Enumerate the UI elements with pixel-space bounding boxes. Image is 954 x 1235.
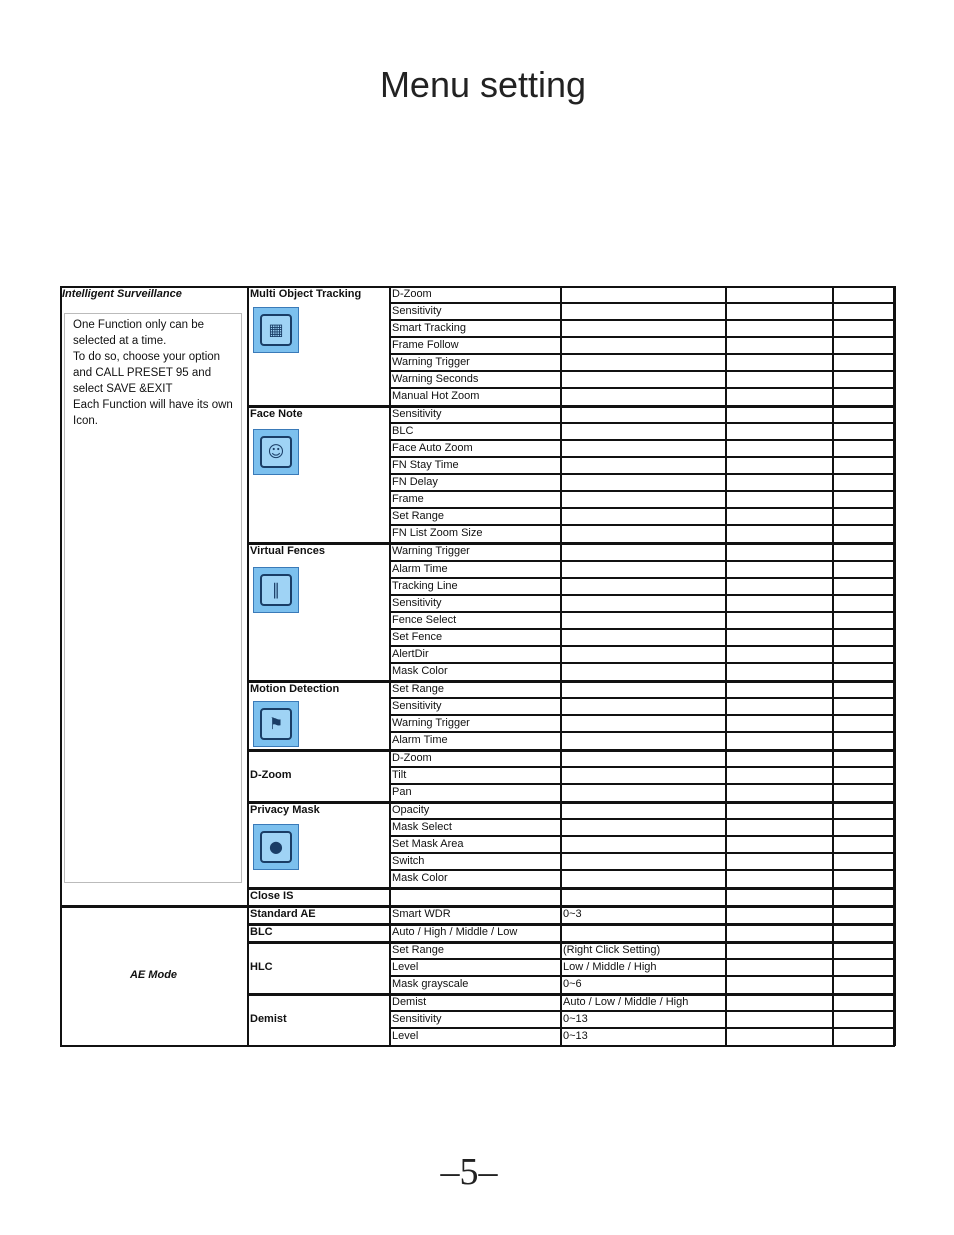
menu-item-value: 0~13 [563, 1013, 588, 1025]
column-divider [389, 286, 391, 1046]
menu-item-label: Sensitivity [392, 1013, 442, 1025]
menu-item-value: (Right Click Setting) [563, 944, 661, 956]
group-divider [247, 941, 389, 944]
menu-item-label: Pan [392, 786, 412, 798]
menu-item-label: Mask grayscale [392, 978, 469, 990]
menu-item-label: Demist [392, 996, 427, 1008]
column-divider [832, 286, 834, 1046]
menu-item-label: AlertDir [392, 648, 429, 660]
note-text [73, 317, 235, 429]
page-number: –5– [440, 1151, 498, 1193]
menu-item-label: Auto / High / Middle / Low [392, 926, 518, 938]
menu-item-label: Alarm Time [392, 734, 448, 746]
group-label: Privacy Mask [250, 804, 320, 816]
menu-item-label: Mask Select [392, 821, 452, 833]
group-label: Standard AE [250, 908, 316, 920]
menu-item-value: Auto / Low / Middle / High [563, 996, 689, 1008]
menu-item-label: Manual Hot Zoom [392, 390, 480, 402]
face-note-icon: ☺ [253, 429, 299, 475]
group-label: Multi Object Tracking [250, 288, 362, 300]
menu-item-label: Set Range [392, 683, 444, 695]
menu-item-label: Sensitivity [392, 408, 442, 420]
column-divider [894, 286, 896, 1046]
note-line: To do so, choose your option and CALL PRESET 95 and select SAVE &EXIT [73, 351, 221, 395]
menu-item-label: Set Mask Area [392, 838, 464, 850]
menu-item-label: Sensitivity [392, 597, 442, 609]
menu-item-label: Fence Select [392, 614, 457, 626]
column-divider [725, 286, 727, 1046]
menu-item-label: Frame [392, 493, 424, 505]
menu-item-value: 0~3 [563, 908, 582, 920]
menu-item-label: Warning Trigger [392, 356, 470, 368]
group-label: Virtual Fences [250, 545, 325, 557]
menu-item-label: Sensitivity [392, 700, 442, 712]
menu-item-label: Smart WDR [392, 908, 451, 920]
menu-item-label: Level [392, 961, 419, 973]
menu-item-label: Smart Tracking [392, 322, 466, 334]
menu-item-label: FN List Zoom Size [392, 527, 483, 539]
group-label: D-Zoom [250, 769, 292, 781]
menu-item-value: 0~13 [563, 1030, 588, 1042]
group-label: Motion Detection [250, 683, 340, 695]
group-label: Demist [250, 1013, 287, 1025]
menu-item-label: Tilt [392, 769, 407, 781]
menu-item-label: BLC [392, 425, 414, 437]
menu-item-label: Frame Follow [392, 339, 459, 351]
section-label-ae-mode: AE Mode [129, 969, 178, 981]
menu-item-label: D-Zoom [392, 752, 432, 764]
note-line: One Function only can be selected at a time. [73, 319, 205, 347]
group-label: Face Note [250, 408, 303, 420]
column-divider [560, 286, 562, 1046]
menu-item-label: D-Zoom [392, 288, 432, 300]
menu-item-label: Switch [392, 855, 425, 867]
virtual-fences-icon: ∥ [253, 567, 299, 613]
menu-item-label: Mask Color [392, 872, 448, 884]
menu-item-label: Warning Trigger [392, 717, 470, 729]
menu-item-value: 0~6 [563, 978, 582, 990]
column-divider [60, 286, 62, 1046]
menu-item-label: Mask Color [392, 665, 448, 677]
group-label: Close IS [250, 890, 294, 902]
menu-item-label: Warning Trigger [392, 545, 470, 557]
row-divider [389, 887, 896, 890]
menu-item-label: Tracking Line [392, 580, 458, 592]
menu-item-label: Set Range [392, 944, 444, 956]
menu-item-label: FN Delay [392, 476, 438, 488]
group-label: HLC [250, 961, 273, 973]
menu-item-value: Low / Middle / High [563, 961, 657, 973]
section-divider [60, 905, 249, 908]
page-title: Menu setting [379, 64, 587, 105]
section-label-intelligent-surveillance: Intelligent Surveillance [62, 288, 182, 300]
group-label: BLC [250, 926, 273, 938]
multi-object-tracking-icon: ▦ [253, 307, 299, 353]
menu-item-label: Set Fence [392, 631, 443, 643]
note-line: Each Function will have its own Icon. [73, 399, 233, 427]
group-divider [247, 749, 389, 752]
menu-item-label: Face Auto Zoom [392, 442, 473, 454]
group-divider [247, 993, 389, 996]
column-divider [247, 286, 249, 1046]
motion-detection-icon: ⚑ [253, 701, 299, 747]
menu-item-label: Warning Seconds [392, 373, 479, 385]
menu-item-label: Sensitivity [392, 305, 442, 317]
menu-item-label: Set Range [392, 510, 444, 522]
menu-item-label: Opacity [392, 804, 430, 816]
privacy-mask-icon: ● [253, 824, 299, 870]
menu-item-label: Alarm Time [392, 563, 448, 575]
menu-item-label: FN Stay Time [392, 459, 459, 471]
menu-item-label: Level [392, 1030, 419, 1042]
